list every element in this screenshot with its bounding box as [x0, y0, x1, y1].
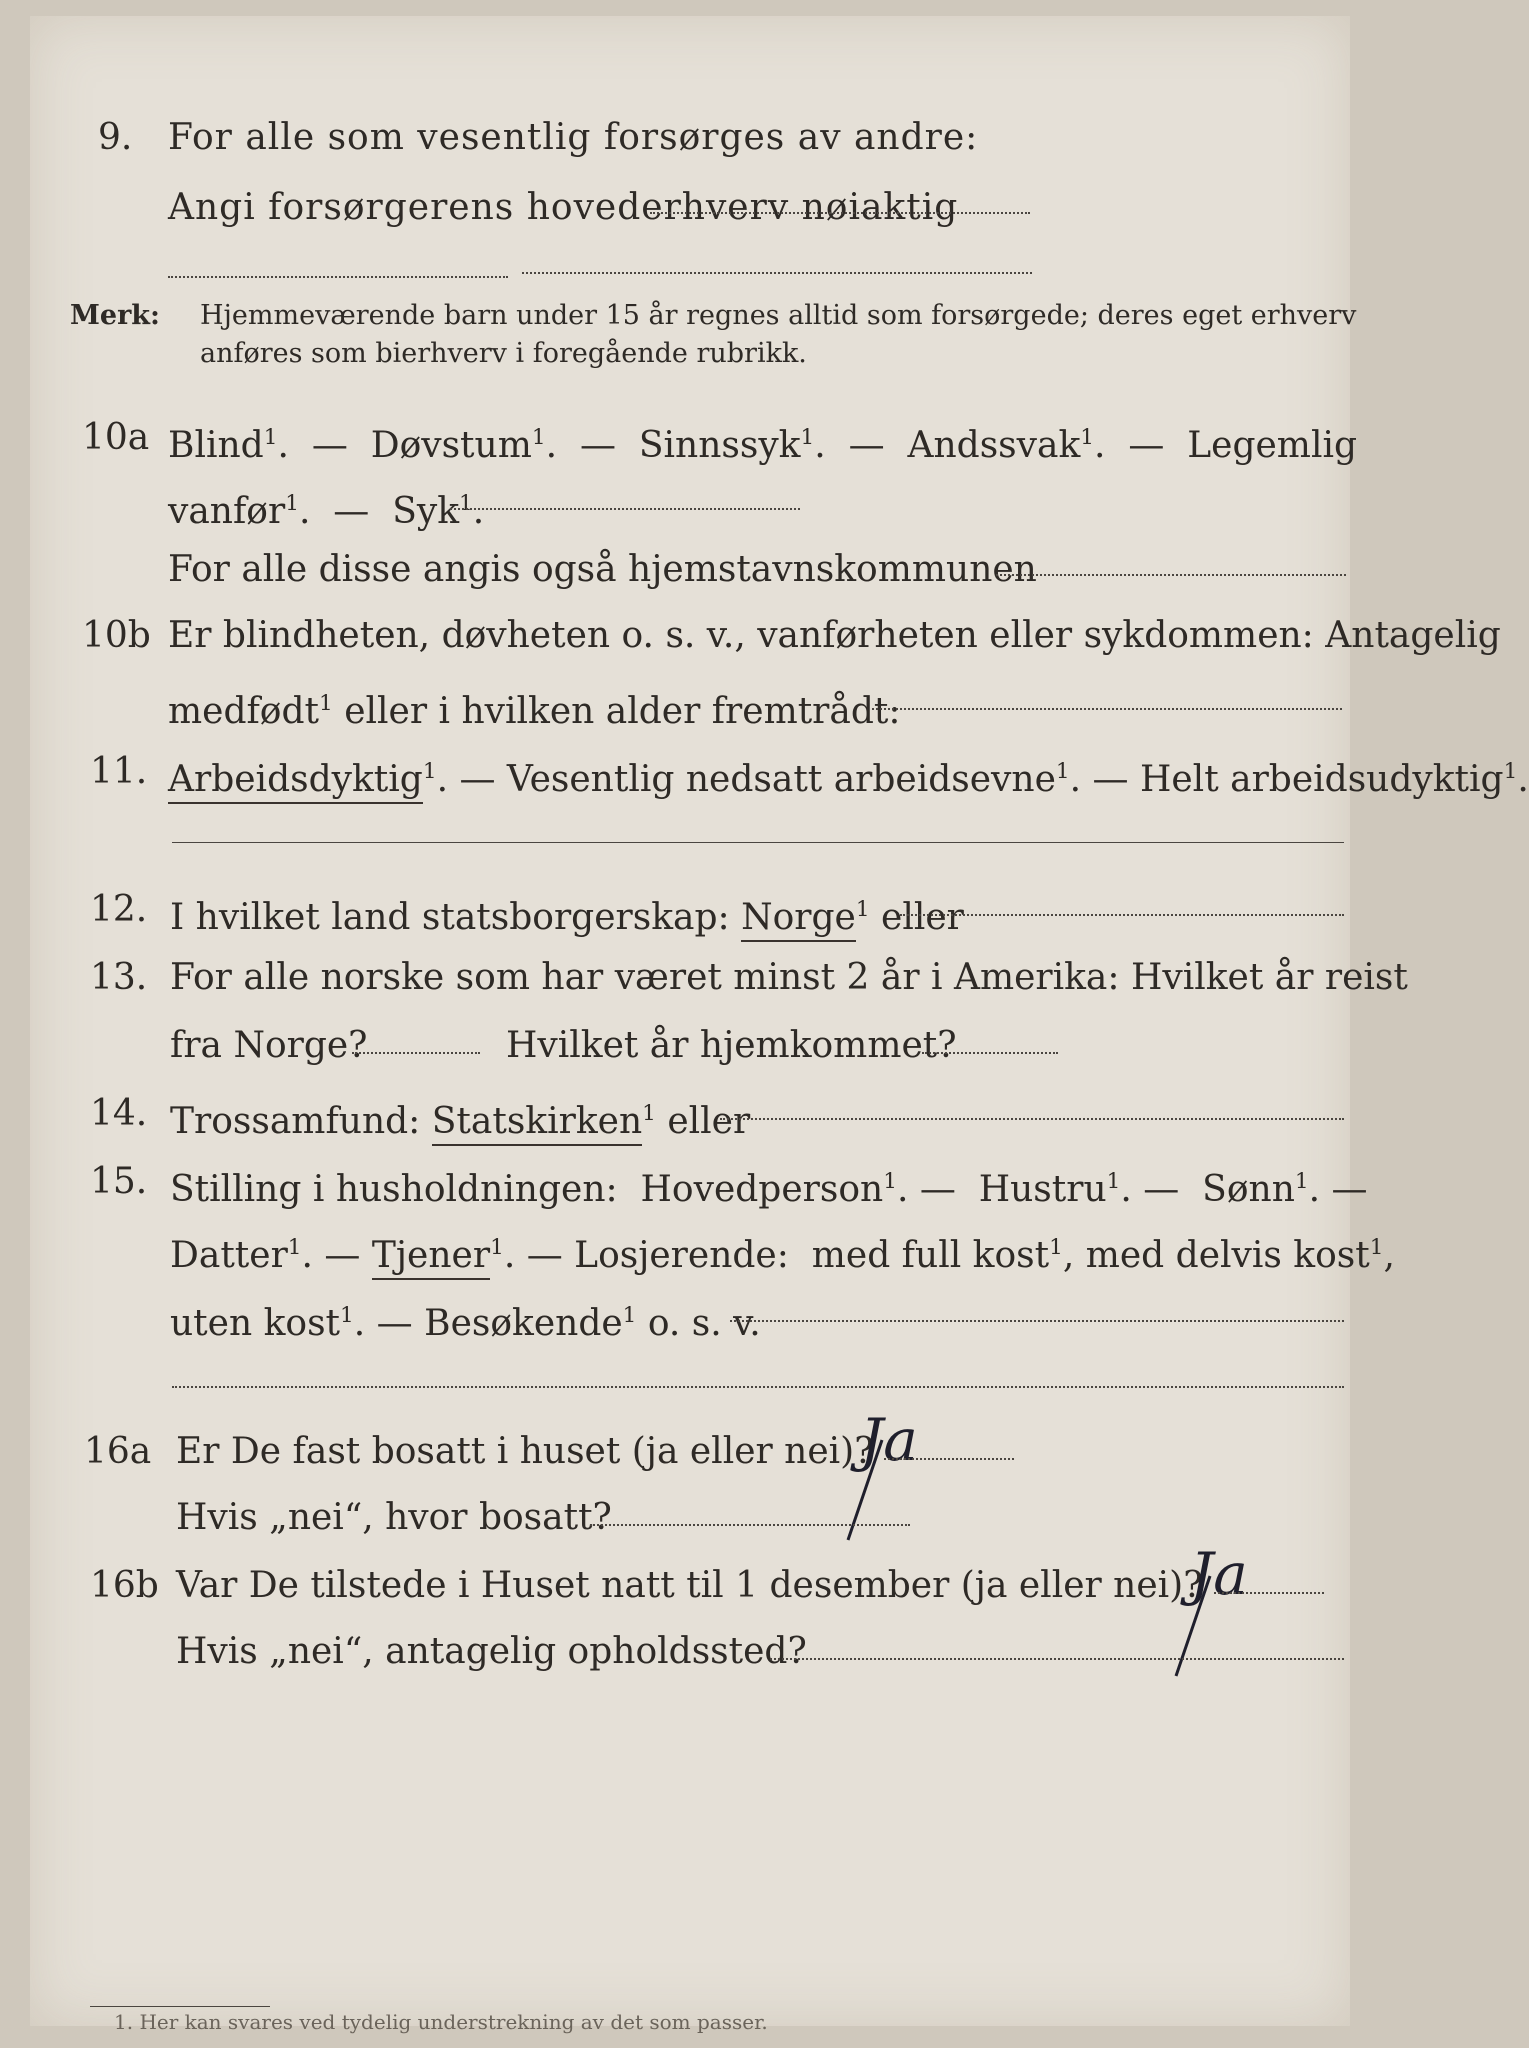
- q16a-answer-line[interactable]: [884, 1458, 1014, 1460]
- q15-hustru[interactable]: Hustru: [978, 1169, 1107, 1210]
- q10a-line2: vanfør$^1$. — Syk$^1$.: [168, 491, 485, 532]
- q15-sonn[interactable]: Sønn: [1202, 1169, 1295, 1210]
- q10a-blind[interactable]: Blind: [168, 425, 264, 466]
- q13-line2a: fra Norge?: [170, 1025, 368, 1066]
- q10b-number: 10b: [82, 615, 151, 656]
- q9-answer-line-2a[interactable]: [168, 276, 508, 278]
- q13-reist-line[interactable]: [352, 1052, 480, 1054]
- q10b-line2: medfødt$^1$ eller i hvilken alder fremtrådt:: [168, 691, 901, 732]
- q11-arbeidsdyktig[interactable]: Arbeidsdyktig: [168, 759, 423, 804]
- q14-line: Trossamfund: Statskirken$^1$ eller: [170, 1092, 750, 1144]
- q10a-sinnssyk[interactable]: Sinnssyk: [638, 425, 801, 466]
- q9-number: 9.: [98, 117, 133, 158]
- q15-hovedperson[interactable]: Hovedperson: [640, 1169, 884, 1210]
- q15-number: 15.: [90, 1161, 148, 1202]
- q14-number: 14.: [90, 1093, 148, 1134]
- q15-datter[interactable]: Datter: [170, 1235, 288, 1276]
- q10b-answer-line[interactable]: [872, 708, 1342, 710]
- q10a-hjemstavn-line[interactable]: [996, 574, 1346, 576]
- q16a-bosatt-line[interactable]: [590, 1524, 910, 1526]
- q15-line3: uten kost$^1$. — Besøkende$^1$ o. s. v.: [170, 1303, 761, 1344]
- q12-line: I hvilket land statsborgerskap: Norge$^1$ eller: [170, 888, 964, 940]
- q9-line2: Angi forsørgerens hovederhverv nøiaktig: [168, 187, 959, 228]
- q12-number: 12.: [90, 889, 148, 930]
- q15-answer-line-2[interactable]: [172, 1386, 1344, 1388]
- q13-number: 13.: [90, 957, 148, 998]
- q10a-line1: Blind$^1$. — Døvstum$^1$. — Sinnssyk$^1$. — Andssvak$^1$. — Legemlig: [168, 425, 1358, 466]
- q10a-vanfor[interactable]: vanfør: [168, 491, 286, 532]
- q16a-answer[interactable]: Ja: [860, 1406, 918, 1474]
- q16b-answer-stroke: [1156, 1572, 1216, 1682]
- q16b-answer-line[interactable]: [1214, 1592, 1324, 1594]
- q15-besokende[interactable]: Besøkende: [424, 1303, 623, 1344]
- q10a-dovstum[interactable]: Døvstum: [370, 425, 532, 466]
- q11-nedsatt[interactable]: Vesentlig nedsatt arbeidsevne: [506, 759, 1056, 800]
- q16b-number: 16b: [90, 1565, 159, 1606]
- q10a-legemlig[interactable]: Legemlig: [1187, 425, 1358, 466]
- q14-answer-line[interactable]: [720, 1118, 1344, 1120]
- q13-line1: For alle norske som har været minst 2 år i Amerika: Hvilket år reist: [170, 957, 1408, 998]
- q13-line2b: Hvilket år hjemkommet?: [506, 1025, 957, 1066]
- q16a-number: 16a: [84, 1431, 152, 1472]
- q16a-line1: Er De fast bosatt i huset (ja eller nei)?: [176, 1431, 874, 1472]
- q16b-answer[interactable]: Ja: [1190, 1540, 1248, 1608]
- q15-full-kost[interactable]: med full kost: [811, 1235, 1050, 1276]
- q16b-line2: Hvis „nei“, antagelig opholdssted?: [176, 1631, 807, 1672]
- merk-label: Merk:: [70, 300, 160, 331]
- merk-line2: anføres som bierhverv i foregående rubrikk.: [200, 338, 807, 369]
- merk-line1: Hjemmeværende barn under 15 år regnes alltid som forsørgede; deres eget erhverv: [200, 300, 1357, 331]
- q10b-line1: Er blindheten, døvheten o. s. v., vanførheten eller sykdommen: Antagelig: [168, 615, 1501, 656]
- q12-norge[interactable]: Norge: [741, 897, 856, 942]
- q15-uten-kost[interactable]: uten kost: [170, 1303, 341, 1344]
- footnote-text: 1. Her kan svares ved tydelig understrekning av det som passer.: [114, 2010, 768, 2034]
- q10a-number: 10a: [82, 417, 150, 458]
- q15-line1: Stilling i husholdningen: Hovedperson$^1$. — Hustru$^1$. — Sønn$^1$. —: [170, 1169, 1368, 1210]
- q15-delvis-kost[interactable]: med delvis kost: [1085, 1235, 1370, 1276]
- q10a-syk[interactable]: Syk: [392, 491, 460, 532]
- q9-answer-line-2b[interactable]: [522, 272, 1032, 274]
- q15-line2: Datter$^1$. — Tjener$^1$. — Losjerende: med full kost$^1$, med delvis kost$^1$,: [170, 1226, 1395, 1278]
- q9-line1: For alle som vesentlig forsørges av andre:: [168, 117, 979, 158]
- q11-udyktig[interactable]: Helt arbeidsudyktig: [1139, 759, 1504, 800]
- q13-hjemkommet-line[interactable]: [922, 1052, 1058, 1054]
- footnote-rule: [90, 2006, 270, 2007]
- q14-statskirken[interactable]: Statskirken: [432, 1101, 642, 1146]
- q16a-answer-stroke: [830, 1436, 890, 1546]
- q10a-line3: For alle disse angis også hjemstavnskommunen: [168, 549, 1037, 590]
- q12-answer-line[interactable]: [900, 914, 1344, 916]
- q15-tjener[interactable]: Tjener: [372, 1235, 490, 1280]
- q10b-medfodt[interactable]: medfødt: [168, 691, 319, 732]
- q10a-andssvak[interactable]: Andssvak: [907, 425, 1081, 466]
- q16b-opholdssted-line[interactable]: [770, 1658, 1344, 1660]
- q16b-line1: Var De tilstede i Huset natt til 1 desember (ja eller nei)?: [176, 1565, 1203, 1606]
- q15-answer-line[interactable]: [730, 1320, 1344, 1322]
- q11-answer-line[interactable]: [172, 842, 1344, 843]
- q11-line: Arbeidsdyktig$^1$. — Vesentlig nedsatt arbeidsevne$^1$. — Helt arbeidsudyktig$^1$.: [168, 750, 1529, 802]
- q11-number: 11.: [90, 751, 148, 792]
- q9-answer-line[interactable]: [650, 212, 1030, 214]
- q10a-answer-line[interactable]: [450, 508, 800, 510]
- q16a-line2: Hvis „nei“, hvor bosatt?: [176, 1497, 612, 1538]
- census-form-page: [30, 16, 1529, 2034]
